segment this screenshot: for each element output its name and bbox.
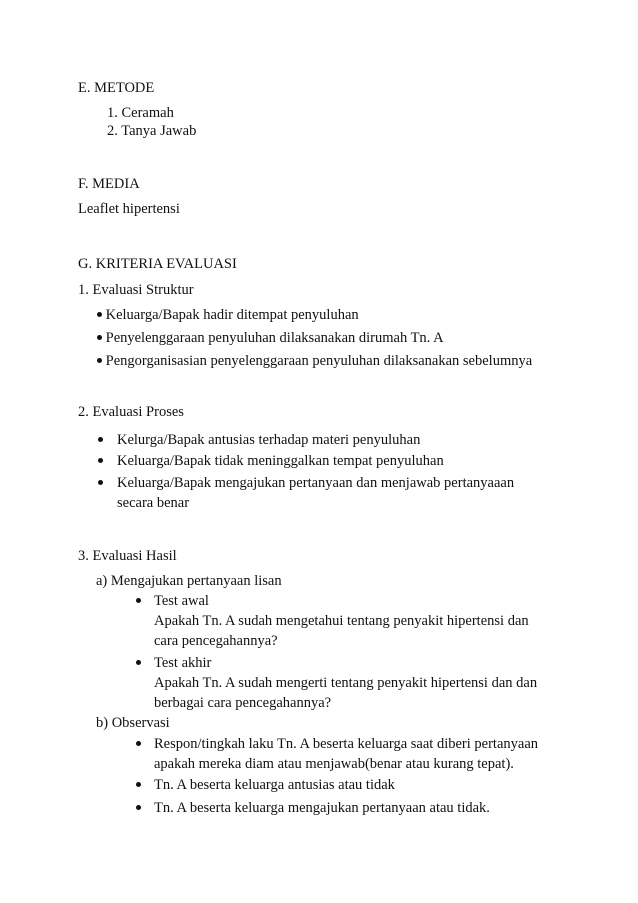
obs-item: Tn. A beserta keluarga mengajukan pertanyaan atau tidak. <box>154 800 490 816</box>
proses-item <box>98 452 103 470</box>
obs-item-cont: apakah mereka diam atau menjawab(benar atau kurang tepat). <box>154 756 514 772</box>
struktur-item: Keluarga/Bapak hadir ditempat penyuluhan <box>97 306 359 324</box>
bullet-icon <box>97 358 102 363</box>
heading-kriteria: G. KRITERIA EVALUASI <box>78 256 237 272</box>
metode-item: 2. Tanya Jawab <box>107 123 197 139</box>
test-akhir-text: Apakah Tn. A sudah mengerti tentang penyakit hipertensi dan dan <box>154 675 538 691</box>
test-awal-text-cont: cara pencegahannya? <box>154 633 278 649</box>
struktur-item: Penyelenggaraan penyuluhan dilaksanakan dirumah Tn. A <box>97 329 444 347</box>
test-awal-bullet <box>136 592 141 610</box>
test-akhir-bullet <box>136 654 141 672</box>
proses-item-text: Keluarga/Bapak tidak meninggalkan tempat penyuluhan <box>117 453 444 469</box>
obs-bullet <box>136 735 141 753</box>
heading-media: F. MEDIA <box>78 176 140 192</box>
struktur-title: 1. Evaluasi Struktur <box>78 282 194 298</box>
bullet-icon <box>136 805 141 810</box>
test-akhir-label: Test akhir <box>154 655 212 671</box>
proses-item-text-cont: secara benar <box>117 495 190 511</box>
obs-bullet <box>136 799 141 817</box>
bullet-icon <box>136 741 141 746</box>
bullet-icon <box>136 660 141 665</box>
test-awal-text: Apakah Tn. A sudah mengetahui tentang penyakit hipertensi dan <box>154 613 529 629</box>
proses-item-text: Kelurga/Bapak antusias terhadap materi penyuluhan <box>117 432 421 448</box>
obs-item: Respon/tingkah laku Tn. A beserta keluarga saat diberi pertanyaan <box>154 736 539 752</box>
proses-title: 2. Evaluasi Proses <box>78 404 184 420</box>
hasil-title: 3. Evaluasi Hasil <box>78 548 177 564</box>
bullet-icon <box>136 598 141 603</box>
struktur-item: Pengorganisasian penyelenggaraan penyuluhan dilaksanakan sebelumnya <box>97 352 532 370</box>
bullet-icon <box>97 312 102 317</box>
bullet-icon <box>136 782 141 787</box>
media-text: Leaflet hipertensi <box>78 201 180 217</box>
test-akhir-text-cont: berbagai cara pencegahannya? <box>154 695 332 711</box>
bullet-icon <box>98 437 103 442</box>
bullet-icon <box>97 335 102 340</box>
bullet-icon <box>98 458 103 463</box>
obs-bullet <box>136 776 141 794</box>
proses-item <box>98 431 103 449</box>
hasil-b-label: b) Observasi <box>96 715 170 731</box>
obs-item: Tn. A beserta keluarga antusias atau tidak <box>154 777 395 793</box>
proses-item-text: Keluarga/Bapak mengajukan pertanyaan dan menjawab pertanyaaan <box>117 475 515 491</box>
proses-item <box>98 474 103 492</box>
test-awal-label: Test awal <box>154 593 209 609</box>
hasil-a-label: a) Mengajukan pertanyaan lisan <box>96 573 282 589</box>
bullet-icon <box>98 480 103 485</box>
metode-item: 1. Ceramah <box>107 105 174 121</box>
heading-metode: E. METODE <box>78 80 155 96</box>
